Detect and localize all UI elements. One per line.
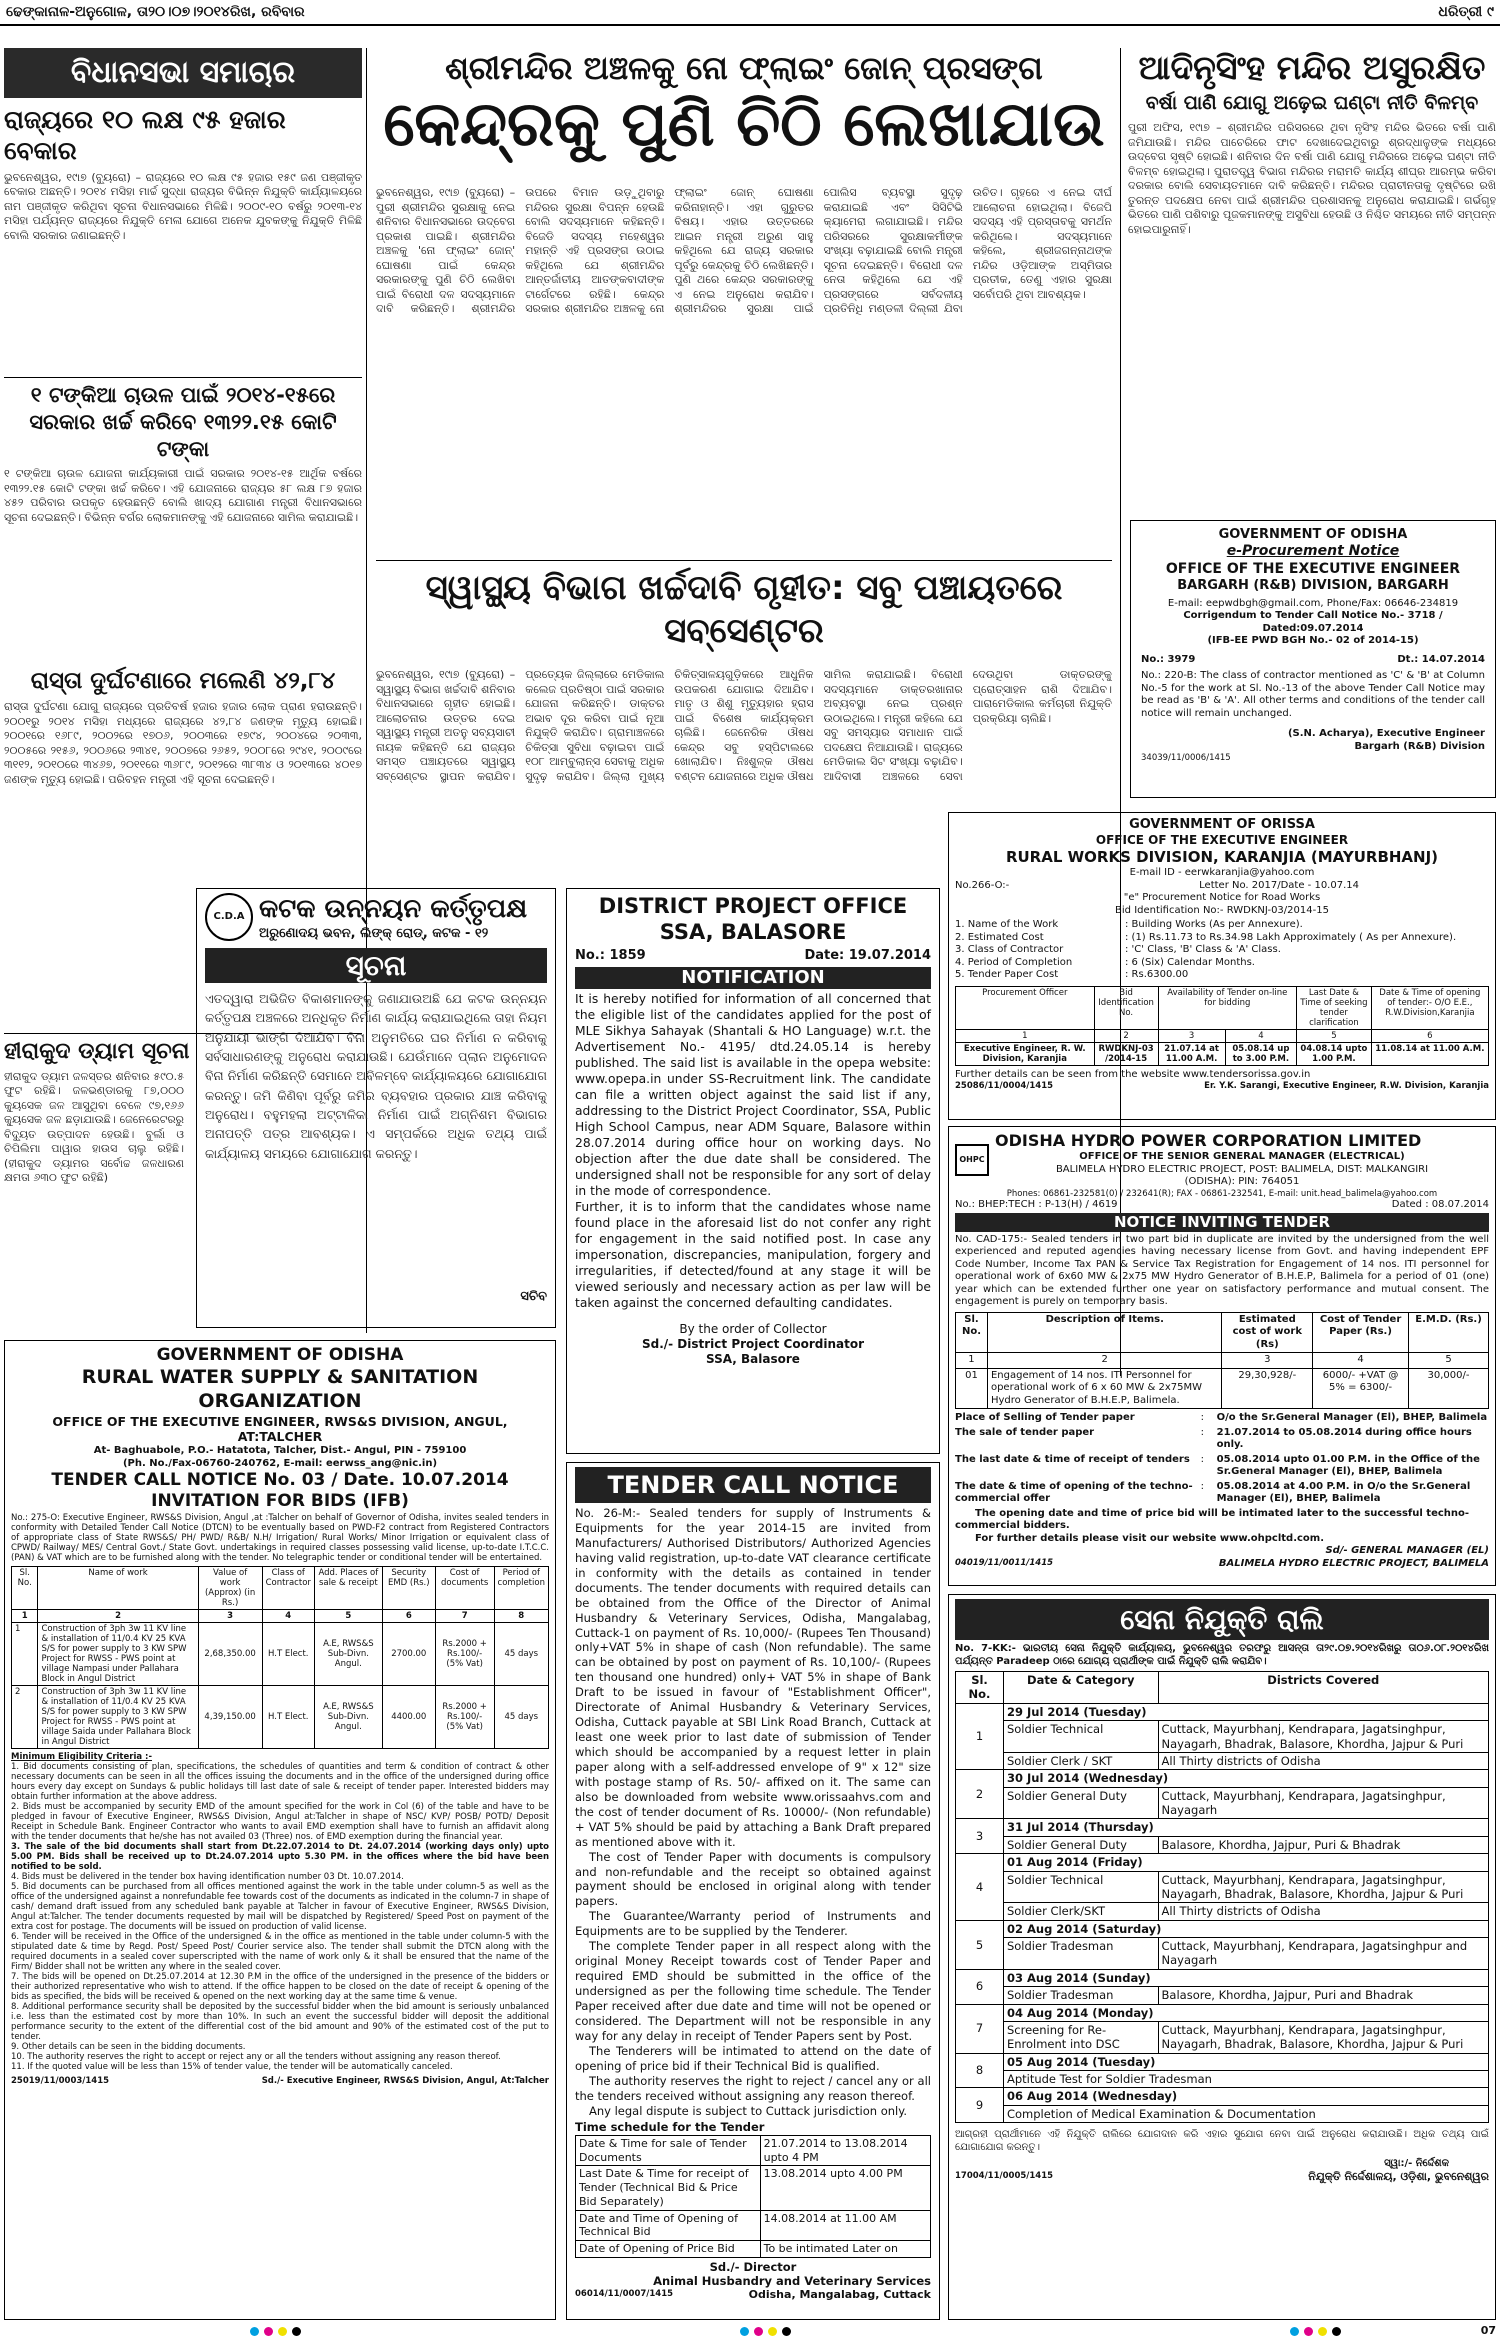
ah-para-2: The cost of Tender Paper with documents is compulsory and non-refundable and the receipt so obtained against payment should be enclosed in original along with tender papers. [575,1849,931,1909]
ssa-order: By the order of Collector [679,1321,827,1336]
hirakud-text: ହୀରାକୁଦ ଡ୍ୟାମ ଜଳସ୍ତର ଶନିବାର ୫୯୦.୫ ଫୁଟ ରହିଛି। ଜଳଭଣ୍ଡାରକୁ ୮୭,୦୦୦ କ୍ୟୁସେକ ଜଳ ଆସୁଥିବା ବେଳେ ୯୭,୧୬୬ କ୍ୟୁସେକ ଜଳ ଛଡ଼ାଯାଉଛି। ଜେନେରେଟରରୁ ବିଦ୍ୟୁତ ଉତ୍ପାଦନ ହେଉଛି। ବୁର୍ଲା ଓ ଚିପିଲିମା ପାୱାର ହାଉସ ଚାଲୁ ରହିଛି। (ହୀରାକୁଦ ଡ୍ୟାମର ସର୍ବୋଚ୍ଚ ଜଳଧାରଣ କ୍ଷମତା ୬୩୦ ଫୁଟ ରହିଛି) [4,1069,184,1185]
ssa-notice [566,888,940,1454]
table-row: Executive Engineer, R. W. Division, Karanjia RWDKNJ-03 /2014-15 21.07.14 at 11.00 A.M. 05.08.14 up to 3.00 P.M. 04.08.14 upto 1.00 P.M. 11.08.14 at 11.00 A.M. [956,1042,1489,1065]
table-row: 3 31 Jul 2014 (Thursday) [956,1819,1489,1836]
ssa-office: DISTRICT PROJECT OFFICE [598,894,908,918]
army-sign: ସ୍ୱା:/- ନିର୍ଦ୍ଦେଶକ [1384,2158,1449,2170]
ohpc-state: (ODISHA): PIN: 764051 [1184,1176,1300,1187]
ohpc-address: BALIMELA HYDRO ELECTRIC PROJECT, POST: BALIMELA, DIST: MALKANGIRI [1055,1163,1429,1175]
rwss-ifb: INVITATION FOR BIDS (IFB) [151,1491,409,1512]
ah-para-4: The complete Tender paper in all respect along with the original Money Receipt towards cost of Tender Paper and required EMD should be submitted in the office of the undersigned as per the following time schedule. The Tender Paper received after due date and time will not be opened or considered. The Department will not be responsible in any way for any delay in receipt of Tender Papers sent by Post. [575,1939,931,2043]
army-banner: ସେନା ନିଯୁକ୍ତି ରାଲି [955,1599,1489,1640]
bargarh-date: Dt.: 14.07.2014 [1397,653,1485,665]
ssa-banner: NOTIFICATION [575,967,931,990]
karanjia-procurement: "e" Procurement Notice for Road Works [1123,892,1321,903]
bargarh-office: OFFICE OF THE EXECUTIVE ENGINEER [1165,560,1461,577]
rwss-address: At- Baghuabole, P.O.- Hatatota, Talcher, Dist.- Angul, PIN - 759100 [93,1445,467,1456]
section-label: ବିଧାନସଭା ସମାଚାର [4,48,362,98]
rwss-intro: No.: 275-O: Executive Engineer, RWS&S Division, Angul ,at :Talcher on behalf of Governor of Odisha, invites sealed tenders in conformity with Detailed Tender Call Notice (DTCN) to be eventually based on PWD-F2 contract from Registered Contractors of appropriate class of State RWS&S/ PH/ PWD/ R&B/ N.H/ Irrigation/ Rural Works/ Minor Irrigation or equivalent class of CPWD/ Railway/ MES/ Central Govt./ State Govt. undertakings in required classes possessing valid license, up-to-date I.T.C.C. (PAN) & VAT which are to be furnished along with the tender. No telegraphic tender or conditional tender will be entertained. [11,1512,549,1563]
table-row: Soldier General Duty Cuttack, Mayurbhanj, Kendrapara, Jagatsinghpur, Nayagarh [956,1787,1489,1819]
bargarh-body: No.: 220-B: The class of contractor mentioned as 'C' & 'B' at Column No.-5 for the work at Sl. No.-13 of the above Tender Call Notice may be read as 'B' & 'A'. All other terms and conditions of the tender call notice will remain unchanged. [1141,670,1485,719]
karanjia-office: OFFICE OF THE EXECUTIVE ENGINEER [1095,833,1349,848]
ohpc-office: OFFICE OF THE SENIOR GENERAL MANAGER (ELECTRICAL) [1079,1151,1405,1162]
list-item: The last date & time of receipt of tenders : 05.08.2014 upto 01.00 P.M. in the Office of the Sr.General Manager (El), BHEP, Balimela [955,1453,1480,1478]
registration-dot [278,2327,287,2336]
registration-dot [1318,2327,1327,2336]
table-row: Date and Time of Opening of Technical Bid 14.08.2014 at 11.00 AM [576,2210,931,2241]
ssa-para-1: It is hereby notified for information of all concerned that the eligible list of the candidates applied for the post of MLE Sikhya Sahayak (Shantali & HO Language) w.r.t. the Advertisement No.- 4195/ dtd.24.05.14 is hereby published. The said list is available in the opepa website: www.opepa.in under SS-Recruitment link. The candidate can file a written object against the said list if any, addressing to the District Project Coordinator, SSA, Public High School Campus, near ADM Square, Balasore within 28.07.2014 during office hour on working days. No objection after the due date shall be considered. The undersigned shall not be responsible for any sort of delay in the mode of correspondence. [575,992,931,1199]
ah-schedule-title: Time schedule for the Tender [575,2120,765,2135]
table-row: Soldier General Duty Balasore, Khordha, Jajpur, Puri & Bhadrak [956,1836,1489,1853]
karanjia-table: Procurement Officer Bid Identification No. Availability of Tender on-line for bidding Last Date & Time of seeking tender clarification Date & Time of opening of tender:- O/O E.E., R.W.Division,Karanjia 1 2 3 4 5 6 Executive Engineer, R. W. Division, Karanjia RWDKNJ-03 /2014-15 21.07.14 at 11.00 A.M. 05.08.14 up to 3.00 P.M. 04.08.14 upto 1.00 P.M. 11.08.14 at 11.00 A.M. [955,986,1489,1066]
ohpc-dated: Dated : 08.07.2014 [1391,1198,1489,1210]
cda-notice [196,888,556,1328]
table-row: 1 29 Jul 2014 (Tuesday) [956,1703,1489,1720]
ah-sign-place: Odisha, Mangalabag, Cuttack [748,2287,931,2301]
cda-sign: ସଚିବ [520,1288,547,1304]
unemployment-text: ଭୁବନେଶ୍ୱର, ୧୯ା୭ (ବ୍ୟୁରୋ) – ରାଜ୍ୟରେ ୧୦ ଲକ୍ଷ ୯୫ ହଜାର ୧୫୯ ଜଣ ପଞ୍ଜୀକୃତ ବେକାର ଅଛନ୍ତି। ୨୦୧୪ ମସିହା ମାର୍ଚ୍ଚ ସୁଦ୍ଧା ରାଜ୍ୟର ବିଭିନ୍ନ ନିଯୁକ୍ତି କାର୍ଯ୍ୟାଳୟରେ ନାମ ପଞ୍ଜୀକୃତ କରିଥିବା ସୂଚନା ବିଧାନସଭାରେ ମିଳିଛି। ୨୦୦୯-୧୦ ବର୍ଷରୁ ୨୦୧୩-୧୪ ମସିହା ପର୍ଯ୍ୟନ୍ତ ରାଜ୍ୟରେ ନିଯୁକ୍ତି ମେଳା ଯୋଗେ ଅନେକ ଯୁବକଙ୍କୁ ନିଯୁକ୍ତି ମିଳିଛି ବୋଲି ସରକାର ଜଣାଇଛନ୍ତି। [4,170,362,242]
karanjia-number: No.266-O:- [955,879,1010,891]
ohpc-note: The opening date and time of price bid will be intimated later to the successful techno-commercial bidders. [955,1507,1470,1532]
list-item: Place of Selling of Tender paper : O/o the Sr.General Manager (El), BHEP, Balimela [955,1412,1488,1424]
table-row: 9 06 Aug 2014 (Wednesday) [956,2088,1489,2105]
karanjia-bid-id: Bid Identification No:- RWDKNJ-03/2014-15 [1115,904,1329,916]
list-item: 7. The bids will be opened on Dt.25.07.2014 at 12.30 P.M in the office of the undersigned in the presence of the bidders or their authorized representative who wish to attend. If the office happen to be closed on the date of receipt & opening of the bids as specified, the bids will be received & opened on the next working day at the same time & venue. [11,1972,549,2003]
table-row: Last Date & Time for receipt of Tender (Technical Bid & Price Bid Separately) 13.08.2014 upto 4.00 PM [576,2166,931,2210]
ssa-place: SSA, BALASORE [659,920,847,945]
table-row: 4 01 Aug 2014 (Friday) [956,1854,1489,1871]
karanjia-notice [948,812,1496,1120]
ohpc-banner: NOTICE INVITING TENDER [955,1213,1489,1232]
rwss-table: Sl. No. Name of work Value of work (Approx) (in Rs.) Class of Contractor Add. Places of sale & receipt Security EMD (Rs.) Cost of documents Period of completion 1 2 3 4 5 6 7 8 1 Construction of 3ph 3w 11 KV line & installation of 11/0.4 KV 25 KVA S/S for power supply to 3 KW SPW Project for RWSS - PWS point at village Nampasi under Pallahara Block in Angul District 2,68,350.00 H.T Elect. A.E, RWS&S Sub-Divn. Angul. 2700.00 Rs.2000 + Rs.100/- (5% Vat) 45 days 2 Construction of 3ph 3w 11 KV line & installation of 11/0.4 KV 25 KVA S/S for power supply to 3 KW SPW Project for RWSS - PWS point at village Saida under Pallahara Block in Angul District 4,39,150.00 H.T Elect. A.E, RWS&S Sub-Divn. Angul. 4400.00 Rs.2000 + Rs.100/- (5% Vat) 45 days [11,1566,549,1749]
temple-headline: ଆଦିନୃସିଂହ ମନ୍ଦିର ଅସୁରକ୍ଷିତ [1138,48,1486,87]
top-story-headline: କେନ୍ଦ୍ରକୁ ପୁଣି ଚିଠି ଲେଖାଯାଉ [383,87,1105,160]
bargarh-sign: (S.N. Acharya), Executive Engineer [1287,728,1485,739]
list-item: 5. Bid documents can be purchased from all offices mentioned against the work in the table under column-5 as well as the office of the undersigned against a nonrefundable fee towards cost of the documents as indicated in the column-7 in shape of cash/ demand draft issued from any scheduled bank payable at Talcher in favour of Executive Engineer, RWS&S Division, Angul at:Talcher. The tender documents requested by mail will be dispatched by Registered/ Speed Post on payment of the extra cost for postage. The documents will be issued on production of valid license. [11,1882,549,1933]
ssa-number: No.: 1859 [575,947,646,963]
table-row: 5 02 Aug 2014 (Saturday) [956,1920,1489,1937]
ohpc-title: ODISHA HYDRO POWER CORPORATION LIMITED [995,1131,1422,1150]
registration-dot [740,2327,749,2336]
ah-body: No. 26-M:- Sealed tenders for supply of Instruments & Equipments for the year 2014-15 are invited from Manufacturers/ Authorised Distributors/ Authorized Agencies having valid registration, up-to-date VAT clearance certificate in conformity with the details as contained in tender documents. The tender documents with required details can be obtained from the Office of the Director of Animal Husbandry & Veterinary Services, Odisha, Mangalabag, Cuttack-1 on payment of Rs. 10,000/- (Rupees Ten Thousand) only+VAT 5% in shape of cash (Non refundable). The same can be obtained by post on payment of Rs. 10,100/- (Rupees ten thousand one hundred) only+ VAT 5% in shape of Bank Draft to be issued in favour of "Establishment Officer", Directorate of Animal Husbandry & Veterinary Services, Odisha, Cuttack payable at SBI Link Road Branch, Cuttack at least one week prior to last date of submission of Tender which should be accompanied by a request letter in plain paper along with a self-addressed envelope of 9" x 12" size with postage stamp of Rs. 50/- affixed on it. The same can also be downloaded from website www.orissaahvs.com and the cost of tender document of Rs. 10000/- (Non refundable) + VAT 5% should be paid by attaching a Bank Draft prepared as mentioned above with it. [575,1506,931,1849]
list-item: 4. Period of Completion : 6 (Six) Calendar Months. [955,956,1255,968]
bargarh-notice [1130,520,1496,798]
rwss-tender-call: TENDER CALL NOTICE No. 03 / Date. 10.07.2014 [51,1470,509,1490]
ah-para-7: Any legal dispute is subject to Cuttack jurisdiction only. [589,2103,908,2118]
list-item: 4. Bids must be delivered in the tender box having identification number 03 Dt. 10.07.2014. [11,1872,404,1883]
list-item: The sale of tender paper : 21.07.2014 to 05.08.2014 during office hours only. [955,1426,1472,1451]
registration-dot [782,2327,791,2336]
list-item: 2. Bids must be accompanied by security EMD of the amount specified for the work in Col (6) of the table and have to be pledged in favour of Executive Engineer, RWS&S Division, Angul at:Talcher in shape of NSC/ KVP/ POSB/ POTD/ Deposit Receipt in Schedule Bank. Engineer Contractor who wants to avail EMD exemption shall have to furnish an affidavit along with the tender documents that he/she has not availed 03 (Three) nos. of EMD exemption during the financial year. [11,1801,549,1842]
army-intro: No. 7-KK:- ଭାରତୀୟ ସେନା ନିଯୁକ୍ତି କାର୍ଯ୍ୟାଳୟ, ଭୁବନେଶ୍ୱର ତରଫରୁ ଆସନ୍ତା ତା୨୯.୦୭.୨୦୧୪ରିଖରୁ ତା୦୬.୦୮.୨୦୧୪ରିଖ ପର୍ଯ୍ୟନ୍ତ Paradeep ଠାରେ ଯୋଗ୍ୟ ପ୍ରାର୍ଥୀଙ୍କ ପାଇଁ ନିଯୁକ୍ତି ରାଲି କରାଯିବ। [955,1643,1489,1667]
registration-dot [754,2327,763,2336]
cda-notice-banner: ସୂଚନା [205,948,547,983]
rwss-phone: (Ph. No./Fax-06760-240762, E-mail: eerwss_ang@nic.in) [122,1457,438,1469]
ah-para-3: The Guarantee/Warranty period of Instruments and Equipments are to be supplied by the Tenderer. [575,1909,931,1939]
ah-para-5: The Tenderers will be intimated to attend on the date of opening of price bid if their Technical Bid is qualified. [575,2043,931,2073]
table-row: Soldier Tradesman Balasore, Khordha, Jajpur, Puri and Bhadrak [956,1987,1489,2004]
ssa-date: Date: 19.07.2014 [804,947,931,963]
army-footer-text: ଆଗ୍ରହୀ ପ୍ରାର୍ଥୀମାନେ ଏହି ନିଯୁକ୍ତି ରାଲିରେ ଯୋଗଦାନ କରି ଏହାର ସୁଯୋଗ ନେବା ପାଇଁ ଅନୁରୋଧ କରାଯାଉଛି। ଅଧିକ ତଥ୍ୟ ପାଇଁ ଯୋଗାଯୋଗ କରନ୍ତୁ। [955,2129,1489,2153]
table-row: 01 Engagement of 14 nos. ITI Personnel for operational work of 6 x 60 MW & 2x75MW Hydro Generator of B.H.E.P, Balimela. 29,30,928/- 6000/- +VAT @ 5% = 6300/- 30,000/- [956,1368,1489,1409]
karanjia-sign: Er. Y.K. Sarangi, Executive Engineer, R.W. Division, Karanjia [1204,1081,1489,1092]
ah-para-6: The authority reserves the right to reject / cancel any or all the tenders received without assigning any reason thereof. [575,2073,931,2103]
list-item: 3. The sale of the bid documents shall start from Dt.22.07.2014 to Dt. 24.07.2014 (working days only) upto 5.00 PM. Bids shall be received up to Dt.24.07.2014 upto 5.30 PM. in the offices where the bid have been notified to be sold. [11,1841,549,1873]
cda-title: କଟକ ଉନ୍ନୟନ କର୍ତ୍ତୃପକ୍ଷ [259,894,528,924]
bargarh-email: E-mail: eepwdbgh@gmail.com, Phone/Fax: 06646-234819 [1167,597,1459,609]
karanjia-further: Further details can be seen from the website www.tendersorissa.gov.in [955,1068,1311,1080]
table-row: Date & Time for sale of Tender Documents 21.07.2014 to 13.08.2014 upto 4 PM [576,2135,931,2166]
bargarh-division: BARGARH (R&B) DIVISION, BARGARH [1177,578,1449,594]
top-story [376,48,1112,553]
list-item: 2. Estimated Cost : (1) Rs.11.73 to Rs.34.98 Lakh Approximately ( As per Annexure). [955,931,1457,943]
ohpc-table: Sl. No. Description of Items. Estimated cost of work (Rs) Cost of Tender Paper (Rs.) E.M.D. (Rs.) 1 2 3 4 5 01 Engagement of 14 nos. ITI Personnel for operational work of 6 x 60 MW & 2x75MW Hydro Generator of B.H.E.P, Balimela. 29,30,928/- 6000/- +VAT @ 5% = 6300/- 30,000/- [955,1312,1489,1410]
registration-dot [264,2327,273,2336]
header-dateline: ଢେଙ୍କାନାଳ-ଅନୁଗୋଳ, ତା୨୦।୦୭।୨୦୧୪ରିଖ, ରବିବାର [6,4,305,20]
ah-sign-dept: Animal Husbandry and Veterinary Services [653,2274,931,2289]
ah-tender-notice [566,1462,940,2320]
karanjia-division: RURAL WORKS DIVISION, KARANJIA (MAYURBHANJ) [1005,848,1439,867]
ohpc-notice [948,1126,1496,1586]
list-item: 3. Class of Contractor : 'C' Class, 'B' Class & 'A' Class. [955,944,1281,955]
list-item: The date & time of opening of the techno-commercial offer : 05.08.2014 at 4.00 P.M. in O/o the Sr.General Manager (El), BHEP, Balimela [955,1480,1471,1505]
table-row: Soldier Technical Cuttack, Mayurbhanj, Kendrapara, Jagatsinghpur, Nayagarh, Bhadrak, Balasore, Khordha, Jajpur & Puri [956,1871,1489,1903]
ohpc-sign: Sd/- GENERAL MANAGER (EL) [1325,1545,1489,1557]
army-rally-notice [948,1594,1496,2320]
page-header [0,0,1500,26]
rice-headline: ୧ ଟଙ୍କିଆ ଚାଉଳ ପାଇଁ ୨୦୧୪-୧୫ରେ ସରକାର ଖର୍ଚ୍ଚ କରିବେ ୧୩୨୨.୧୫ କୋଟି ଟଙ୍କା [4,377,362,464]
registration-dot [1290,2327,1299,2336]
registration-dot [250,2327,259,2336]
rwss-code: 25019/11/0003/1415 [11,2076,110,2087]
ohpc-phone: Phones: 06861-232581(0) / 232641(R); FAX - 06861-232541, E-mail: unit.head_balimela@yahoo.com [1006,1188,1438,1199]
table-row: 2 30 Jul 2014 (Wednesday) [956,1770,1489,1787]
table-row: Soldier Clerk/SKT All Thirty districts of Odisha [956,1903,1489,1920]
ssa-para-2: Further, it is to inform that the candidates whose name found place in the aforesaid list do not confer any right for engagement in the said notified post. In case any impersonation, discrepancies, manipulation, forgery and irregularities, if detected/found at any stage it will be viewed seriously and necessary action as per law will be taken against the concerned defaulting candidates. [575,1200,931,1310]
ohpc-details [955,1412,1489,1506]
list-item: 6. Tender will be received in the Office of the undersigned & in the office as mentioned in the table under column-5 with the stipulated date & time by Regd. Post/ Speed Post/ Courier service also. The tender shall submit the DTCN along with the required documents in a sealed cover superscripted with the name of work only & it shall be ensured that the name of the Firm/ Bidder shall not be written any where in the sealed cover. [11,1932,549,1973]
karanjia-gov: GOVERNMENT OF ORISSA [1129,817,1315,832]
unemployment-headline: ରାଜ୍ୟରେ ୧୦ ଲକ୍ଷ ୯୫ ହଜାର ବେକାର [4,105,286,166]
registration-dot [1332,2327,1341,2336]
ah-schedule-table [575,2135,931,2258]
hirakud-headline: ହୀରାକୁଦ ଡ୍ୟାମ ସୂଚନା [4,1033,362,1066]
ohpc-website: For further details please visit our website www.ohpcltd.com. [975,1532,1325,1544]
health-text: ଭୁବନେଶ୍ୱର, ୧୯ା୭ (ବ୍ୟୁରୋ) – ସ୍ୱାସ୍ଥ୍ୟ ବିଭାଗ ଖର୍ଚ୍ଚଦାବି ଶନିବାର ବିଧାନସଭାରେ ଗୃହୀତ ହୋଇଛି। ଆଲୋଚନାର ଉତ୍ତର ଦେଇ ସ୍ୱାସ୍ଥ୍ୟ ମନ୍ତ୍ରୀ ଅତନୁ ସବ୍ୟସାଚୀ ନାୟକ କହିଛନ୍ତି ଯେ ରାଜ୍ୟର ସମସ୍ତ ପଞ୍ଚାୟତରେ ସ୍ୱାସ୍ଥ୍ୟ ସବ୍‌ସେଣ୍ଟର ସ୍ଥାପନ କରାଯିବ। ପ୍ରତ୍ୟେକ ଜିଲ୍ଲାରେ ମେଡିକାଲ କଲେଜ ପ୍ରତିଷ୍ଠା ପାଇଁ ସରକାର ଯୋଜନା କରିଛନ୍ତି। ଡାକ୍ତର ଅଭାବ ଦୂର କରିବା ପାଇଁ ନୂଆ ନିଯୁକ୍ତି କରାଯିବ। ଗ୍ରାମାଞ୍ଚଳରେ ଚିକିତ୍ସା ସୁବିଧା ବଢ଼ାଇବା ପାଇଁ ୧୦୮ ଆମ୍ବୁଲାନ୍ସ ସେବାକୁ ଅଧିକ ସୁଦୃଢ଼ କରାଯିବ। ଜିଲ୍ଲା ମୁଖ୍ୟ ଚିକିତ୍ସାଳୟଗୁଡ଼ିକରେ ଆଧୁନିକ ଉପକରଣ ଯୋଗାଇ ଦିଆଯିବ। ମାତୃ ଓ ଶିଶୁ ମୃତ୍ୟୁହାର ହ୍ରାସ ପାଇଁ ବିଶେଷ କାର୍ଯ୍ୟକ୍ରମ ଚାଲିଛି। ଜେନେରିକ ଔଷଧ କେନ୍ଦ୍ର ସବୁ ହସ୍ପିଟାଲରେ ଖୋଲାଯିବ। ନିଃଶୁଳ୍କ ଔଷଧ ବଣ୍ଟନ ଯୋଜନାରେ ଅଧିକ ଔଷଧ ସାମିଲ କରାଯାଇଛି। ବିରୋଧୀ ସଦସ୍ୟମାନେ ଡାକ୍ତରଖାନାର ଅବ୍ୟବସ୍ଥା ନେଇ ପ୍ରଶ୍ନ ଉଠାଇଥିଲେ। ମନ୍ତ୍ରୀ କହିଲେ ଯେ ସବୁ ସମସ୍ୟାର ସମାଧାନ ପାଇଁ ପଦକ୍ଷେପ ନିଆଯାଉଛି। ରାଜ୍ୟରେ ମେଡିକାଲ ସିଟ ସଂଖ୍ୟା ବଢ଼ାଯିବ। ଆଦିବାସୀ ଅଞ୍ଚଳରେ ସେବା ଦେଉଥିବା ଡାକ୍ତରଙ୍କୁ ପ୍ରୋତ୍ସାହନ ରାଶି ଦିଆଯିବ। ପାରାମେଡିକାଲ କର୍ମଚାରୀ ନିଯୁକ୍ତି ପ୍ରକ୍ରିୟା ଚାଲିଛି। [376,668,1112,783]
bargarh-number: No.: 3979 [1141,653,1196,665]
list-item: 10. The authority reserves the right to accept or reject any or all the tenders without assigning any reason thereof. [11,2052,501,2063]
ohpc-code: 04019/11/0011/1415 [955,1557,1054,1568]
table-row: 8 05 Aug 2014 (Tuesday) [956,2053,1489,2070]
list-item: 1. Bid documents consisting of plan, specifications, the schedules of quantities and term & condition of contract & other necessary documents can be seen in all the offices issuing the documents and in the office of the undersigned during office hours every day except on Sundays & public holidays till last date of sale & receipt of tender paper. Interested bidders may obtain further information at the above address. [11,1761,549,1802]
table-row: Date of Opening of Price Bid To be intimated Later on [576,2241,931,2258]
temple-story [1128,48,1496,513]
table-row: 1 Construction of 3ph 3w 11 KV line & installation of 11/0.4 KV 25 KVA S/S for power supply to 3 KW SPW Project for RWSS - PWS point at village Nampasi under Pallahara Block in Angul District 2,68,350.00 H.T Elect. A.E, RWS&S Sub-Divn. Angul. 2700.00 Rs.2000 + Rs.100/- (5% Vat) 45 days [12,1622,549,1685]
ohpc-sign-project: BALIMELA HYDRO ELECTRIC PROJECT, BALIMELA [1218,1557,1489,1569]
rwss-gov: GOVERNMENT OF ODISHA [156,1345,404,1365]
cda-body: ଏତଦ୍ୱାରା ଅଭିଜିତ ବିକାଶମାନଙ୍କୁ ଜଣାଯାଉଅଛି ଯେ କଟକ ଉନ୍ନୟନ କର୍ତ୍ତୃପକ୍ଷ ଅଞ୍ଚଳରେ ଅନଧିକୃତ ନିର୍ମାଣ କାର୍ଯ୍ୟ କରାଯାଇଥିଲେ ତାହା ନିୟମ ଅନୁଯାୟୀ ଭାଙ୍ଗି ଦିଆଯିବ। ବିନା ଅନୁମତିରେ ଘର ନିର୍ମାଣ ନ କରିବାକୁ ସର୍ବସାଧାରଣଙ୍କୁ ଅନୁରୋଧ କରାଯାଉଛି। ଯେଉଁମାନେ ପ୍ଲାନ ଅନୁମୋଦନ ବିନା ନିର୍ମାଣ କରିଛନ୍ତି ସେମାନେ ଅବିଳମ୍ବେ କାର୍ଯ୍ୟାଳୟରେ ଯୋଗାଯୋଗ କରନ୍ତୁ। ଜମି କିଣିବା ପୂର୍ବରୁ ଜମିର ବ୍ୟବହାର ପ୍ରକାର ଯାଞ୍ଚ କରିବାକୁ ଅନୁରୋଧ। ବହୁମହଲା ଅଟ୍ଟାଳିକା ନିର୍ମାଣ ପାଇଁ ଅଗ୍ନିଶମ ବିଭାଗର ଅନାପତ୍ତି ପତ୍ର ଆବଶ୍ୟକ। ଏ ସମ୍ପର୍କରେ ଅଧିକ ତଥ୍ୟ ପାଇଁ କାର୍ଯ୍ୟାଳୟ ସମୟରେ ଯୋଗାଯୋଗ କରନ୍ତୁ। [205,990,547,1161]
bargarh-code: 34039/11/0006/1415 [1141,753,1231,763]
bargarh-corrigendum: Corrigendum to Tender Call Notice No.- 3718 / Dated:09.07.2014 [1183,610,1443,634]
karanjia-code: 25086/11/0004/1415 [955,1081,1054,1092]
footer-page-number: 07 [1480,2324,1496,2337]
ah-code: 06014/11/0007/1415 [575,2288,674,2299]
ohpc-logo: OHPC [955,1144,989,1176]
rwss-sign: Sd./- Executive Engineer, RWS&S Division, Angul, At:Talcher [261,2076,549,2087]
health-headline: ସ୍ୱାସ୍ଥ୍ୟ ବିଭାଗ ଖର୍ଚ୍ଚଦାବି ଗୃହୀତ: ସବୁ ପଞ୍ଚାୟତରେ ସବ୍‌ସେଣ୍ଟର [425,568,1063,651]
bargarh-ifb: (IFB-EE PWD BGH No.- 02 of 2014-15) [1207,635,1419,646]
table-row: 6 03 Aug 2014 (Sunday) [956,1969,1489,1986]
road-accident-text: ରାସ୍ତା ଦୁର୍ଘଟଣା ଯୋଗୁ ରାଜ୍ୟରେ ପ୍ରତିବର୍ଷ ହଜାର ହଜାର ଲୋକ ପ୍ରାଣ ହରାଉଛନ୍ତି। ୨୦୦୧ରୁ ୨୦୧୪ ମସିହା ମଧ୍ୟରେ ରାଜ୍ୟରେ ୪୨,୮୪ ଜଣଙ୍କ ମୃତ୍ୟୁ ହୋଇଛି। ୨୦୦୧ରେ ୧୬୮୯, ୨୦୦୨ରେ ୧୭୦୬, ୨୦୦୩ରେ ୧୭୯୪, ୨୦୦୪ରେ ୨୦୩୩, ୨୦୦୫ରେ ୨୧୫୬, ୨୦୦୬ରେ ୨୩୪୧, ୨୦୦୭ରେ ୨୬୫୨, ୨୦୦୮ରେ ୨୯୪୧, ୨୦୦୯ରେ ୩୧୧୨, ୨୦୧୦ରେ ୩୪୬୭, ୨୦୧୧ରେ ୩୬୮୯, ୨୦୧୨ରେ ୩୮୩୪ ଓ ୨୦୧୩ରେ ୪୦୧୭ ଜଣଙ୍କ ମୃତ୍ୟୁ ହୋଇଛି। ପରିବହନ ମନ୍ତ୍ରୀ ଏହି ସୂଚନା ଦେଇଛନ୍ତି। [4,700,362,786]
army-table: Sl. No. Date & Category Districts Covered 1 29 Jul 2014 (Tuesday) Soldier Technical Cuttack, Mayurbhanj, Kendrapara, Jagatsinghpur, Nayagarh, Bhadrak, Balasore, Khordha, Jajpur & Puri Soldier Clerk / SKT All Thirty districts of Odisha 2 30 Jul 2014 (Wednesday) Soldier General Duty Cuttack, Mayurbhanj, Kendrapara, Jagatsinghpur, Nayagarh 3 31 Jul 2014 (Thursday) Soldier General Duty Balasore, Khordha, Jajpur, Puri & Bhadrak 4 01 Aug 2014 (Friday) Soldier Technical Cuttack, Mayurbhanj, Kendrapara, Jagatsinghpur, Nayagarh, Bhadrak, Balasore, Khordha, Jajpur & Puri Soldier Clerk/SKT All Thirty districts of Odisha 5 02 Aug 2014 (Saturday) Soldier Tradesman Cuttack, Mayurbhanj, Kendrapara, Jagatsinghpur and Nayagarh 6 03 Aug 2014 (Sunday) Soldier Tradesman Balasore, Khordha, Jajpur, Puri and Bhadrak 7 04 Aug 2014 (Monday) Screening for Re-Enrolment into DSC Cuttack, Mayurbhanj, Kendrapara, Jagatsinghpur, Nayagarh, Bhadrak, Balasore, Khordha, Jajpur & Puri 8 05 Aug 2014 (Tuesday) Aptitude Test for Soldier Tradesman 9 06 Aug 2014 (Wednesday) Completion of Medical Examination & Documentation [955,1671,1489,2123]
temple-subheadline: ବର୍ଷା ପାଣି ଯୋଗୁ ଅଢ଼େଇ ଘଣ୍ଟା ନୀତି ବିଳମ୍ବ [1145,91,1479,114]
table-row: Completion of Medical Examination & Documentation [956,2105,1489,2122]
road-accident-headline: ରାସ୍ତା ଦୁର୍ଘଟଣାରେ ମଲେଣି ୪୨,୮୪ [30,668,336,695]
army-code: 17004/11/0005/1415 [955,2170,1054,2181]
table-row: 7 04 Aug 2014 (Monday) [956,2004,1489,2021]
table-row: Soldier Tradesman Cuttack, Mayurbhanj, Kendrapara, Jagatsinghpur and Nayagarh [956,1938,1489,1970]
army-sign-office: ନିଯୁକ୍ତି ନିର୍ଦ୍ଦେଶାଳୟ, ଓଡ଼ିଶା, ଭୁବନେଶ୍ୱର [1308,2169,1489,2183]
rwss-office: OFFICE OF THE EXECUTIVE ENGINEER, RWS&S DIVISION, ANGUL, AT:TALCHER [52,1413,508,1445]
rwss-criteria-title: Minimum Eligibility Criteria :- [11,1751,152,1762]
header-page-number: ଧରିତ୍ରୀ ୯ [1438,4,1494,20]
ohpc-body: No. CAD-175:- Sealed tenders in two part bid in duplicate are invited by the undersigned from the well experienced and reputed agencies having necessary license from Govt. and having independent EPF Code Number, Income Tax PAN & Service Tax Registration for Engagement of 14 nos. ITI personnel for operational work of 6x60 MW & 2x75 MW Hydro Generator of B.H.E.P, Balimela for a period of 01 (one) year which can be extended further one year on satisfactory performance and mutual consent. The engagement is purely on temporary basis. [955,1233,1489,1308]
temple-text: ପୁରୀ ଅଫିସ, ୧୯ା୭ – ଶ୍ରୀମନ୍ଦିର ପରିସରରେ ଥିବା ନୃସିଂହ ମନ୍ଦିର ଭିତରେ ବର୍ଷା ପାଣି ଜମିଯାଉଛି। ମନ୍ଦିର ପାଚେରିରେ ଫାଟ ଦେଖାଦେଇଥିବାରୁ ଶ୍ରଦ୍ଧାଳୁଙ୍କ ମଧ୍ୟରେ ଉଦ୍‌ବେଗ ସୃଷ୍ଟି ହୋଇଛି। ଶନିବାର ଦିନ ବର୍ଷା ପାଣି ଯୋଗୁ ମନ୍ଦିରରେ ଅଢ଼େଇ ଘଣ୍ଟା ନୀତି ବିଳମ୍ବ ହୋଇଥିଲା। ପୁରାତତ୍ତ୍ୱ ବିଭାଗ ମନ୍ଦିରର ମରାମତି କାର୍ଯ୍ୟ ଶୀଘ୍ର ଆରମ୍ଭ କରିବା ଦରକାର ବୋଲି ସେବାୟତମାନେ ଦାବି କରିଛନ୍ତି। ମନ୍ଦିରର ପ୍ରାଚୀନତାକୁ ଦୃଷ୍ଟିରେ ରଖି ତୁରନ୍ତ ପଦକ୍ଷେପ ନେବା ପାଇଁ ଶ୍ରୀମନ୍ଦିର ପ୍ରଶାସନକୁ ଅନୁରୋଧ କରାଯାଇଛି। ଗର୍ଭଗୃହ ଭିତରେ ପାଣି ପଶିବାରୁ ପୂଜକମାନଙ୍କୁ ଅସୁବିଧା ହେଉଛି ଓ ନିଶ୍ଚିତ ସମୟରେ ନୀତି ସମ୍ପନ୍ନ ହୋଇପାରୁନାହିଁ। [1128,121,1496,236]
list-item: 8. Additional performance security shall be deposited by the successful bidder when the bid amount is seriously unbalanced i.e. less than the estimated cost by more than 10%. In such an event the successful bidder will deposit the additional performance security to the extent of the differential cost of the bid amount and 90% of the estimated cost of the put to tender. [11,2002,549,2043]
table-row: Aptitude Test for Soldier Tradesman [956,2071,1489,2088]
top-story-kicker: ଶ୍ରୀମନ୍ଦିର ଅଞ୍ଚଳକୁ ନୋ ଫ୍ଲାଇଂ ଜୋନ୍ ପ୍ରସଙ୍ଗ [445,49,1043,87]
cda-logo: C.D.A [205,893,253,941]
rwss-notice [4,1340,556,2320]
karanjia-items [955,919,1489,982]
list-item: 11. If the quoted value will be less than 15% of tender value, the tender will be automatically canceled. [11,2062,453,2073]
registration-dot [1304,2327,1313,2336]
top-story-text: ଭୁବନେଶ୍ୱର, ୧୯ା୭ (ବ୍ୟୁରୋ) – ପୁରୀ ଶ୍ରୀମନ୍ଦିର ସୁରକ୍ଷାକୁ ନେଇ ଶନିବାର ବିଧାନସଭାରେ ଉଦ୍‌ବେଗ ପ୍ରକାଶ ପାଇଛି। ଶ୍ରୀମନ୍ଦିର ଅଞ୍ଚଳକୁ 'ନୋ ଫ୍ଲାଇଂ ଜୋନ୍' ଘୋଷଣା ପାଇଁ କେନ୍ଦ୍ର ସରକାରଙ୍କୁ ପୁଣି ଚିଠି ଲେଖିବା ପାଇଁ ବିରୋଧୀ ଦଳ ସଦସ୍ୟମାନେ ଦାବି କରିଛନ୍ତି। ଶ୍ରୀମନ୍ଦିର ଉପରେ ବିମାନ ଉଡ଼ୁଥିବାରୁ ମନ୍ଦିରର ସୁରକ୍ଷା ବିପନ୍ନ ହେଉଛି ବୋଲି ସଦସ୍ୟମାନେ କହିଛନ୍ତି। ବିଜେଡି ସଦସ୍ୟ ମହେଶ୍ୱର ମହାନ୍ତି ଏହି ପ୍ରସଙ୍ଗ ଉଠାଇ କହିଥିଲେ ଯେ ଶ୍ରୀମନ୍ଦିର ଆନ୍ତର୍ଜାତୀୟ ଆତଙ୍କବାଦୀଙ୍କ ଟାର୍ଗେଟରେ ରହିଛି। କେନ୍ଦ୍ର ସରକାର ଶ୍ରୀମନ୍ଦିର ଅଞ୍ଚଳକୁ ନୋ ଫ୍ଲାଇଂ ଜୋନ୍ ଘୋଷଣା କରିନାହାନ୍ତି। ଏହା ଗୁରୁତର ବିଷୟ। ଏହାର ଉତ୍ତରରେ ଆଇନ ମନ୍ତ୍ରୀ ଅରୁଣ ସାହୁ କହିଥିଲେ ଯେ ରାଜ୍ୟ ସରକାର ପୂର୍ବରୁ କେନ୍ଦ୍ରକୁ ଚିଠି ଲେଖିଛନ୍ତି। ପୁଣି ଥରେ କେନ୍ଦ୍ର ସରକାରଙ୍କୁ ଏ ନେଇ ଅନୁରୋଧ କରାଯିବ। ଶ୍ରୀମନ୍ଦିରର ସୁରକ୍ଷା ପାଇଁ ପୋଲିସ ବ୍ୟବସ୍ଥା ସୁଦୃଢ଼ କରାଯାଇଛି ଏବଂ ସିସିଟିଭି କ୍ୟାମେରା ଲଗାଯାଇଛି। ମନ୍ଦିର ପରିସରରେ ସୁରକ୍ଷାକର୍ମୀଙ୍କ ସଂଖ୍ୟା ବଢ଼ାଯାଇଛି ବୋଲି ମନ୍ତ୍ରୀ ସୂଚନା ଦେଇଛନ୍ତି। ବିରୋଧୀ ଦଳ ନେତା କହିଥିଲେ ଯେ ଏହି ପ୍ରସଙ୍ଗରେ ସର୍ବଦଳୀୟ ପ୍ରତିନିଧି ମଣ୍ଡଳୀ ଦିଲ୍ଲୀ ଯିବା ଉଚିତ। ଗୃହରେ ଏ ନେଇ ଦୀର୍ଘ ଆଲୋଚନା ହୋଇଥିଲା। ବିଜେପି ସଦସ୍ୟ ଏହି ପ୍ରସ୍ତାବକୁ ସମର୍ଥନ କରିଥିଲେ। ସଦସ୍ୟମାନେ କହିଲେ, ଶ୍ରୀଜଗନ୍ନାଥଙ୍କ ମନ୍ଦିର ଓଡ଼ିଆଙ୍କ ଅସ୍ମିତାର ପ୍ରତୀକ, ତେଣୁ ଏହାର ସୁରକ୍ଷା ସର୍ବୋପରି ଥିବା ଆବଶ୍ୟକ। [376,186,1112,316]
ohpc-number: No.: BHEP:TECH : P-13(H) / 4619 [955,1198,1118,1210]
ssa-sign-place: SSA, Balasore [706,1351,800,1366]
list-item: 5. Tender Paper Cost : Rs.6300.00 [955,969,1189,980]
table-row: Soldier Technical Cuttack, Mayurbhanj, Kendrapara, Jagatsinghpur, Nayagarh, Bhadrak, Balasore, Khordha, Jajpur & Puri [956,1721,1489,1753]
list-item: 9. Other details can be seen in the bidding documents. [11,2042,246,2053]
rwss-org: RURAL WATER SUPPLY & SANITATION ORGANIZATION [81,1366,479,1412]
rice-text: ୧ ଟଙ୍କିଆ ଚାଉଳ ଯୋଜନା କାର୍ଯ୍ୟକାରୀ ପାଇଁ ସରକାର ୨୦୧୪-୧୫ ଆର୍ଥିକ ବର୍ଷରେ ୧୩୨୨.୧୫ କୋଟି ଟଙ୍କା ଖର୍ଚ୍ଚ କରିବେ। ଏହି ଯୋଜନାରେ ରାଜ୍ୟର ୫୮ ଲକ୍ଷ ୮୭ ହଜାର ୪୫୨ ପରିବାର ଉପକୃତ ହେଉଛନ୍ତି ବୋଲି ଖାଦ୍ୟ ଯୋଗାଣ ମନ୍ତ୍ରୀ ବିଧାନସଭାରେ ସୂଚନା ଦେଇଛନ୍ତି। ବିଭିନ୍ନ ବର୍ଗର ଲୋକମାନଙ୍କୁ ଏହି ଯୋଜନାରେ ସାମିଲ କରାଯାଇଛି। [4,467,362,524]
table-row: 2 Construction of 3ph 3w 11 KV line & installation of 11/0.4 KV 25 KVA S/S for power supply to 3 KW SPW Project for RWSS - PWS point at village Saida under Pallahara Block in Angul District 4,39,150.00 H.T Elect. A.E, RWS&S Sub-Divn. Angul. 4400.00 Rs.2000 + Rs.100/- (5% Vat) 45 days [12,1685,549,1748]
bargarh-type: e-Procurement Notice [1226,543,1400,560]
karanjia-email: E-mail ID - eerwkaranjia@yahoo.com [1129,867,1315,878]
rwss-criteria [11,1762,549,2072]
bargarh-gov: GOVERNMENT OF ODISHA [1218,527,1408,542]
registration-dot [292,2327,301,2336]
ssa-sign: Sd./- District Project Coordinator [641,1336,865,1351]
table-row: Screening for Re-Enrolment into DSC Cuttack, Mayurbhanj, Kendrapara, Jagatsinghpur, Nayagarh, Bhadrak, Balasore, Khordha, Jajpur & Puri [956,2021,1489,2053]
print-registration-marks [0,2324,1500,2339]
cda-address: ଅରୁଣୋଦୟ ଭବନ, ଲିଙ୍କ୍ ରୋଡ୍, କଟକ - ୧୨ [259,925,489,941]
karanjia-letter: Letter No. 2017/Date - 10.07.14 [1199,879,1359,891]
ah-banner: TENDER CALL NOTICE [575,1467,931,1503]
table-row: Soldier Clerk / SKT All Thirty districts of Odisha [956,1752,1489,1769]
list-item: 1. Name of the Work : Building Works (As per Annexure). [955,919,1303,930]
ah-sign: Sd./- Director [709,2259,797,2274]
registration-dot [768,2327,777,2336]
bargarh-sign-division: Bargarh (R&B) Division [1354,740,1485,752]
